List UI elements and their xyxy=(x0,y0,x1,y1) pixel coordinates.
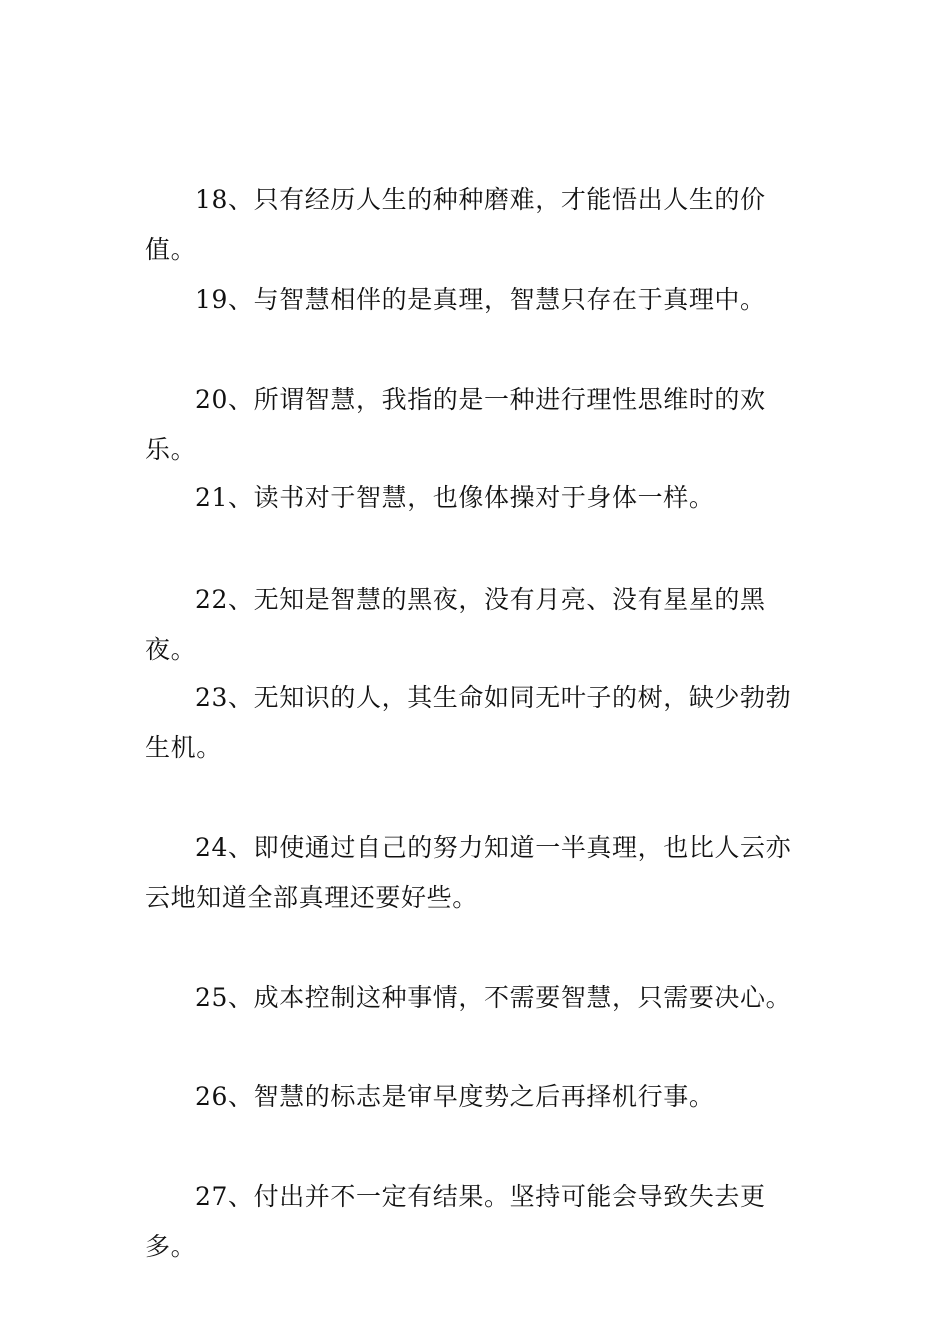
quote-18: 18、只有经历人生的种种磨难，才能悟出人生的价值。 xyxy=(145,185,766,264)
quote-22: 22、无知是智慧的黑夜，没有月亮、没有星星的黑夜。 xyxy=(145,585,766,664)
quote-24: 24、即使通过自己的努力知道一半真理，也比人云亦云地知道全部真理还要好些。 xyxy=(145,833,792,912)
quote-23: 23、无知识的人，其生命如同无叶子的树，缺少勃勃生机。 xyxy=(145,683,792,762)
quote-20: 20、所谓智慧，我指的是一种进行理性思维时的欢乐。 xyxy=(145,385,766,464)
quote-26: 26、智慧的标志是审早度势之后再择机行事。 xyxy=(195,1082,715,1111)
quote-19: 19、与智慧相伴的是真理，智慧只存在于真理中。 xyxy=(195,285,766,314)
quote-25: 25、成本控制这种事情，不需要智慧，只需要决心。 xyxy=(195,983,792,1012)
quote-27: 27、付出并不一定有结果。坚持可能会导致失去更多。 xyxy=(145,1182,766,1261)
quote-21: 21、读书对于智慧，也像体操对于身体一样。 xyxy=(195,483,715,512)
